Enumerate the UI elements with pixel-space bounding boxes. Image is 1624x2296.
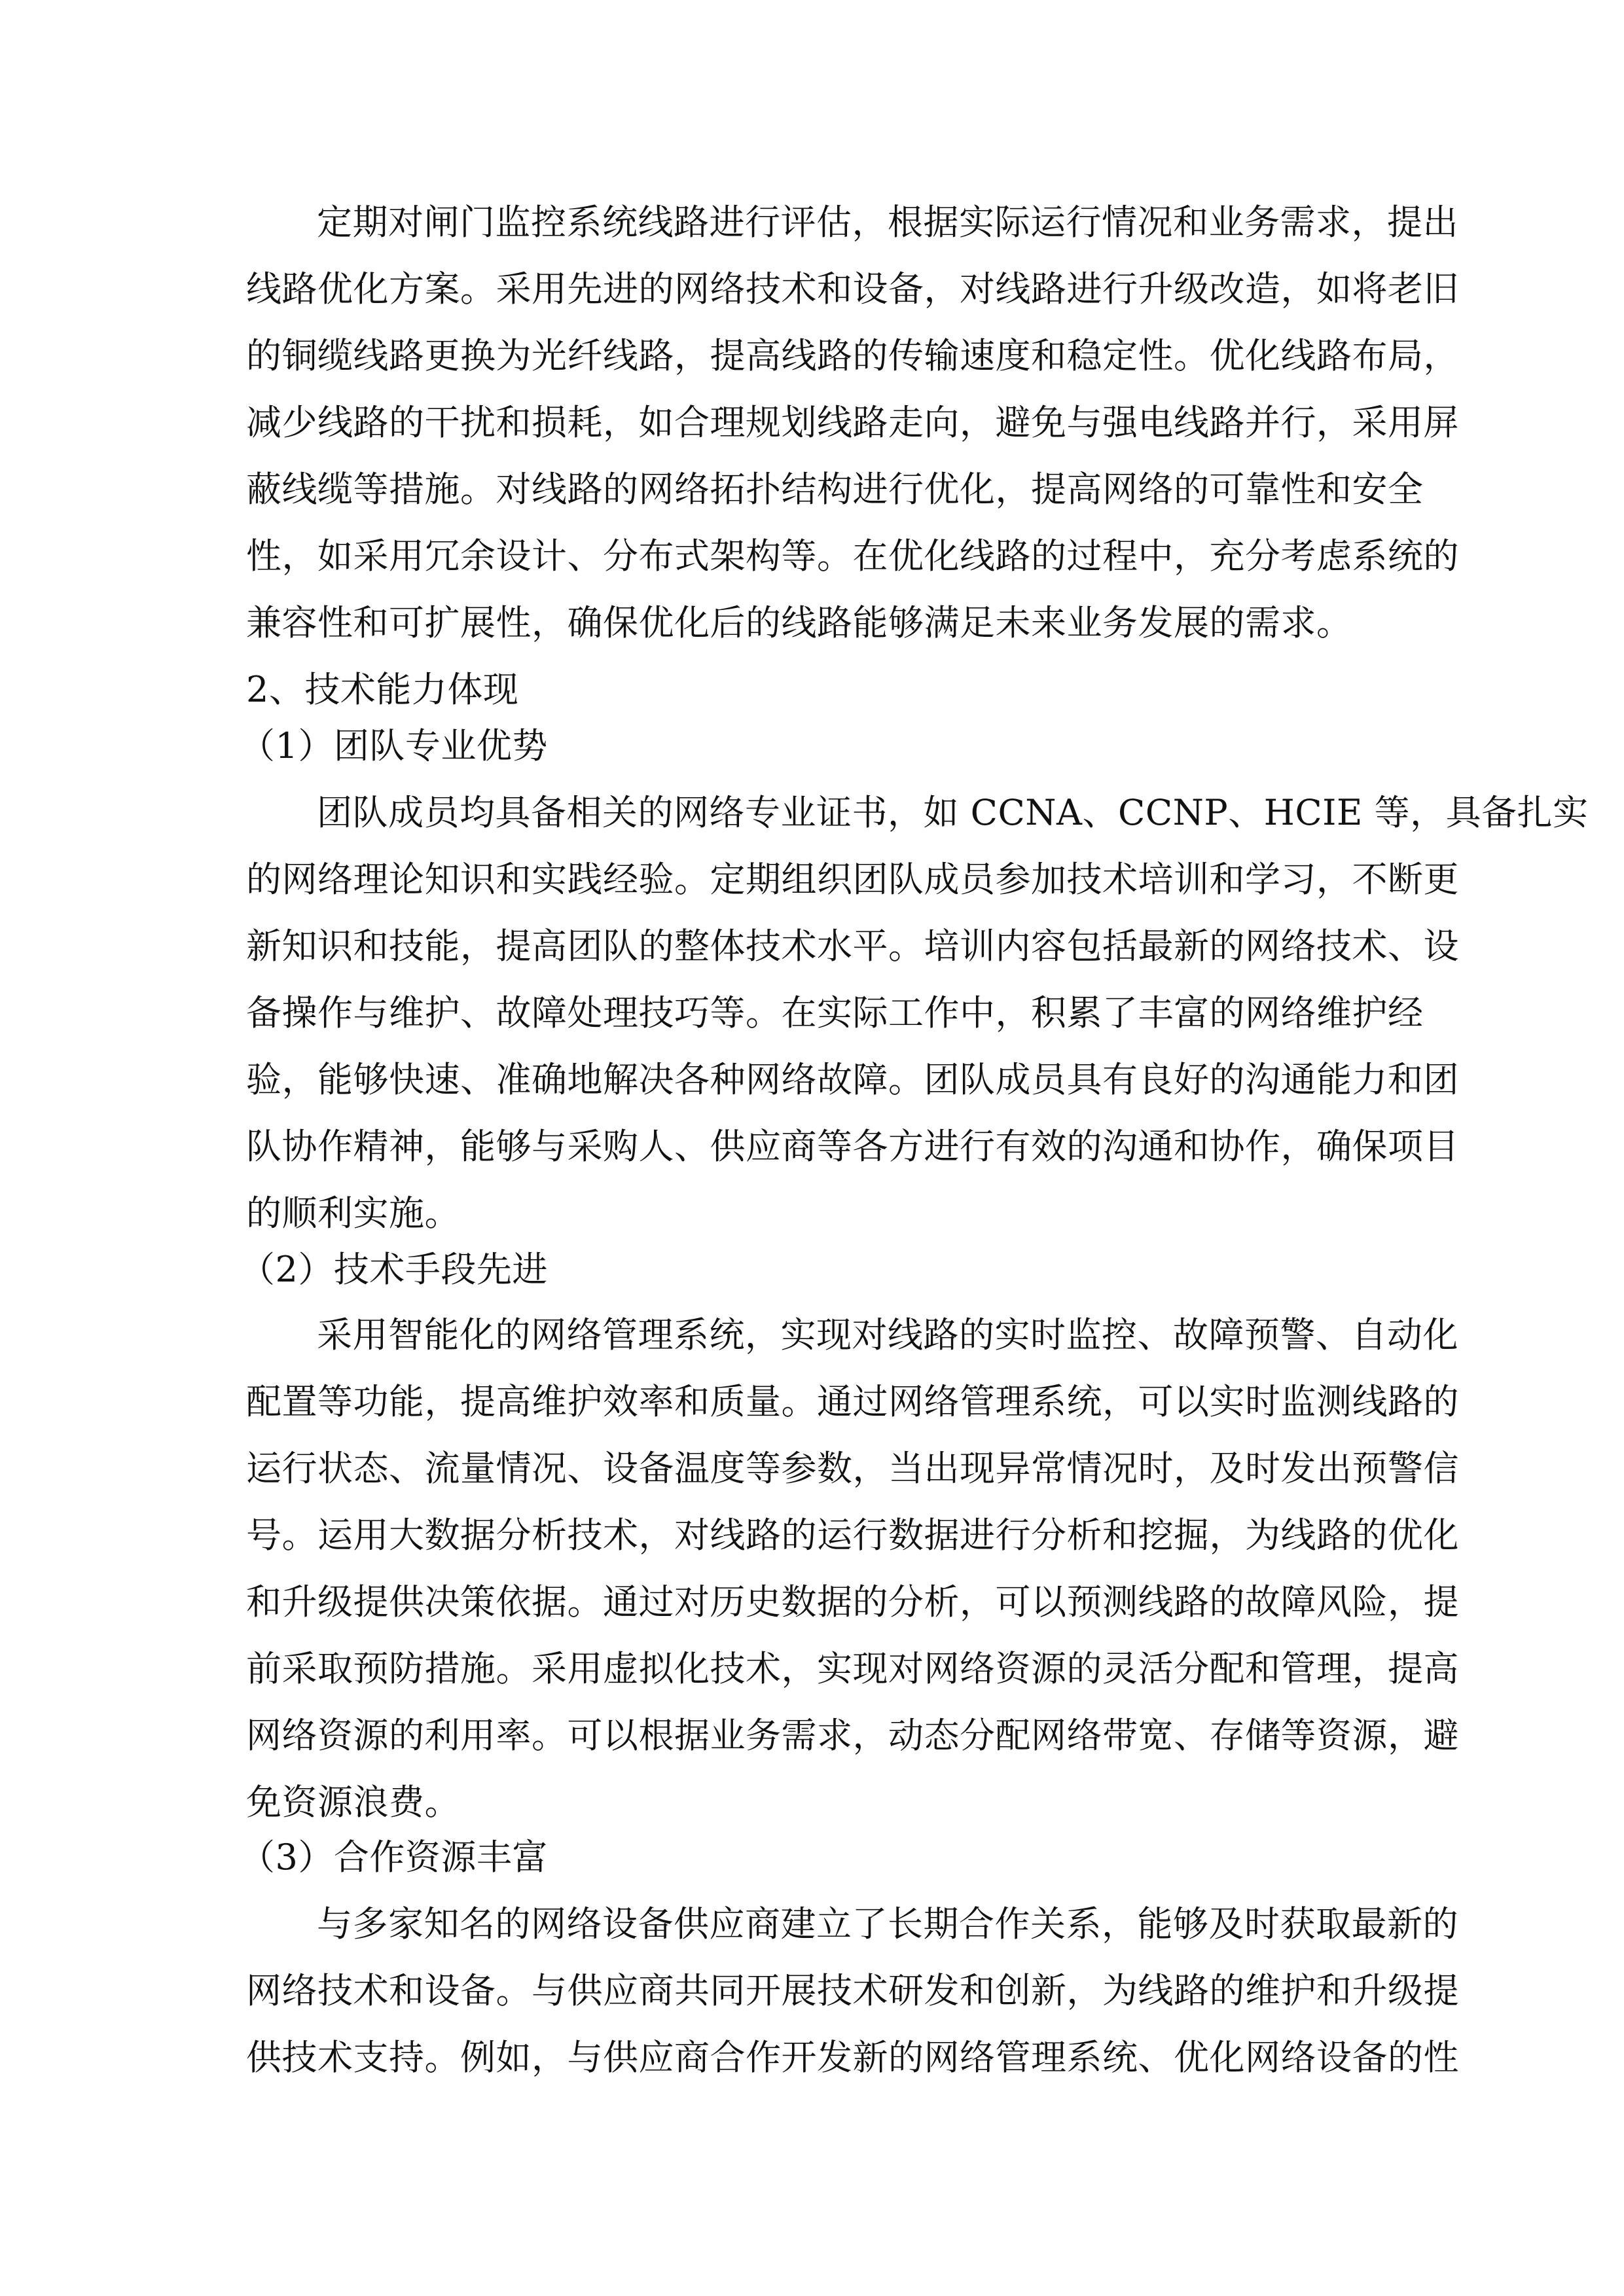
paragraph-line: 队协作精神，能够与采购人、供应商等各方进行有效的沟通和协作，确保项目 — [246, 1126, 1459, 1167]
paragraph-line: 线路优化方案。采用先进的网络技术和设备，对线路进行升级改造，如将老旧 — [246, 268, 1459, 310]
paragraph-line: 免资源浪费。 — [246, 1782, 460, 1823]
paragraph-line: 验，能够快速、准确地解决各种网络故障。团队成员具有良好的沟通能力和团 — [246, 1059, 1459, 1100]
subsection-heading: （2）技术手段先进 — [240, 1249, 548, 1290]
paragraph-line: 与多家知名的网络设备供应商建立了长期合作关系，能够及时获取最新的 — [317, 1903, 1458, 1945]
paragraph-line: 运行状态、流量情况、设备温度等参数，当出现异常情况时，及时发出预警信 — [246, 1448, 1459, 1489]
paragraph-line: 减少线路的干扰和损耗，如合理规划线路走向，避免与强电线路并行，采用屏 — [246, 402, 1459, 443]
section-heading: 2、技术能力体现 — [246, 669, 519, 710]
paragraph-line: 性，如采用冗余设计、分布式架构等。在优化线路的过程中，充分考虑系统的 — [246, 535, 1459, 577]
paragraph-line: 网络资源的利用率。可以根据业务需求，动态分配网络带宽、存储等资源，避 — [246, 1715, 1459, 1756]
paragraph-line: 新知识和技能，提高团队的整体技术水平。培训内容包括最新的网络技术、设 — [246, 925, 1459, 967]
paragraph-line: 的顺利实施。 — [246, 1193, 460, 1234]
paragraph-line: 团队成员均具备相关的网络专业证书，如 CCNA、CCNP、HCIE 等，具备扎实 — [317, 792, 1589, 833]
paragraph-line: 采用智能化的网络管理系统，实现对线路的实时监控、故障预警、自动化 — [317, 1314, 1458, 1355]
paragraph-line: 蔽线缆等措施。对线路的网络拓扑结构进行优化，提高网络的可靠性和安全 — [246, 469, 1424, 510]
subsection-heading: （3）合作资源丰富 — [240, 1837, 548, 1878]
paragraph-line: 的铜缆线路更换为光纤线路，提高线路的传输速度和稳定性。优化线路布局， — [246, 335, 1459, 376]
paragraph-line: 供技术支持。例如，与供应商合作开发新的网络管理系统、优化网络设备的性 — [246, 2037, 1459, 2078]
paragraph-line: 配置等功能，提高维护效率和质量。通过网络管理系统，可以实时监测线路的 — [246, 1381, 1459, 1422]
paragraph-line: 号。运用大数据分析技术，对线路的运行数据进行分析和挖掘，为线路的优化 — [246, 1515, 1459, 1556]
paragraph-line: 的网络理论知识和实践经验。定期组织团队成员参加技术培训和学习，不断更 — [246, 859, 1459, 900]
paragraph-line: 和升级提供决策依据。通过对历史数据的分析，可以预测线路的故障风险，提 — [246, 1581, 1459, 1623]
paragraph-line: 定期对闸门监控系统线路进行评估，根据实际运行情况和业务需求，提出 — [317, 202, 1458, 243]
paragraph-line: 兼容性和可扩展性，确保优化后的线路能够满足未来业务发展的需求。 — [246, 602, 1352, 643]
paragraph-line: 备操作与维护、故障处理技巧等。在实际工作中，积累了丰富的网络维护经 — [246, 992, 1424, 1033]
paragraph-line: 网络技术和设备。与供应商共同开展技术研发和创新，为线路的维护和升级提 — [246, 1970, 1459, 2011]
subsection-heading: （1）团队专业优势 — [240, 725, 548, 766]
paragraph-line: 前采取预防措施。采用虚拟化技术，实现对网络资源的灵活分配和管理，提高 — [246, 1648, 1459, 1689]
